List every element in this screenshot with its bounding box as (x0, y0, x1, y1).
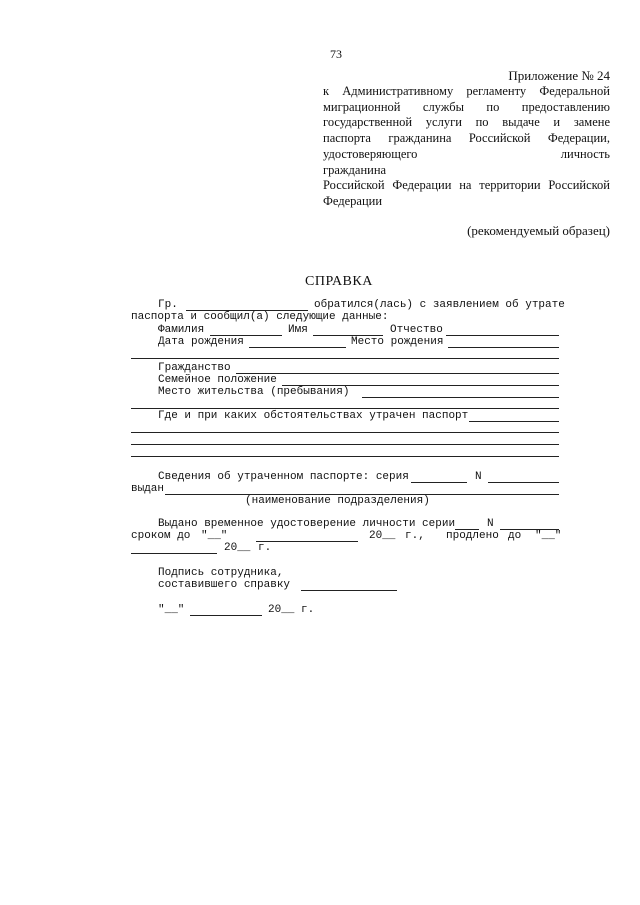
lost-passport-label: Сведения об утраченном паспорте: серия (158, 471, 409, 483)
citizen-prefix: Гр. (158, 299, 178, 311)
date-year-suffix: г. (301, 604, 315, 616)
residence-continuation-field[interactable] (131, 408, 559, 409)
signature-field[interactable] (301, 590, 397, 591)
date-month-field[interactable] (190, 615, 262, 616)
birth-place-label: Место рождения (351, 336, 444, 348)
patronymic-label: Отчество (390, 324, 443, 336)
birth-place-field[interactable] (448, 347, 559, 348)
residence-label: Место жительства (пребывания) (158, 386, 350, 398)
residence-field[interactable] (362, 397, 559, 398)
loss-circumstances-line-2[interactable] (131, 432, 559, 433)
appendix-line: к Административному регламенту Федеральной (323, 84, 610, 98)
appendix-line: государственной услуги по выдаче и замене (323, 115, 610, 130)
appendix-line: Российской Федерации на территории Российской (323, 178, 610, 193)
appendix-body (323, 84, 610, 210)
loss-circumstances-field[interactable] (469, 421, 559, 422)
loss-circumstances-line-4[interactable] (131, 456, 559, 457)
birth-date-label: Дата рождения (158, 336, 244, 348)
marital-status-label: Семейное положение (158, 374, 277, 386)
term-month-field[interactable] (256, 541, 358, 542)
date-day-field[interactable]: "__" (158, 604, 185, 616)
extended-day-field[interactable]: "__" (535, 530, 562, 542)
patronymic-field[interactable] (446, 335, 559, 336)
birth-place-continuation-field[interactable] (131, 358, 559, 359)
form-title: СПРАВКА (305, 274, 373, 289)
appendix-line: удостоверяющего личность гражданина (323, 146, 610, 177)
citizen-suffix: обратился(лась) с заявлением об утрате (314, 299, 565, 311)
extended-until-label: до (508, 530, 522, 542)
term-year-suffix: г., (405, 530, 425, 542)
sample-note: (рекомендуемый образец) (467, 223, 610, 238)
date-year-field[interactable]: 20__ (268, 604, 295, 616)
signature-label-1: Подпись сотрудника, (158, 567, 284, 579)
term-until-label: сроком до (131, 530, 191, 542)
loss-circumstances-label: Где и при каких обстоятельствах утрачен паспорт (158, 410, 469, 422)
passport-number-field[interactable] (488, 482, 559, 483)
term-year-field[interactable]: 20__ (369, 530, 396, 542)
temp-id-label: Выдано временное удостоверение личности серии (158, 518, 456, 530)
appendix-line: миграционной службы по предоставлению (323, 99, 610, 114)
page-number: 73 (330, 47, 342, 61)
extended-year-field[interactable]: 20__ (224, 542, 251, 554)
loss-circumstances-line-3[interactable] (131, 444, 559, 445)
birth-date-field[interactable] (249, 347, 346, 348)
extended-year-suffix: г. (258, 542, 272, 554)
temp-id-number-sign: N (487, 518, 494, 530)
appendix-title: Приложение № 24 (508, 68, 610, 83)
citizen-line2: паспорта и сообщил(а) следующие данные: (131, 311, 389, 323)
subdivision-hint: (наименование подразделения) (245, 495, 430, 507)
surname-label: Фамилия (158, 324, 205, 336)
number-sign: N (475, 471, 482, 483)
passport-series-field[interactable] (411, 482, 467, 483)
extended-month-field[interactable] (131, 553, 217, 554)
name-label: Имя (288, 324, 308, 336)
term-day-field[interactable]: "__" (201, 530, 228, 542)
citizenship-field[interactable] (236, 373, 559, 374)
issued-label: выдан (131, 483, 165, 495)
appendix-line: Федерации (323, 193, 383, 208)
signature-label-2: составившего справку (158, 579, 291, 591)
extended-label: продлено (446, 530, 499, 542)
citizenship-label: Гражданство (158, 362, 231, 374)
appendix-line: паспорта гражданина Российской Федерации, (323, 131, 610, 146)
